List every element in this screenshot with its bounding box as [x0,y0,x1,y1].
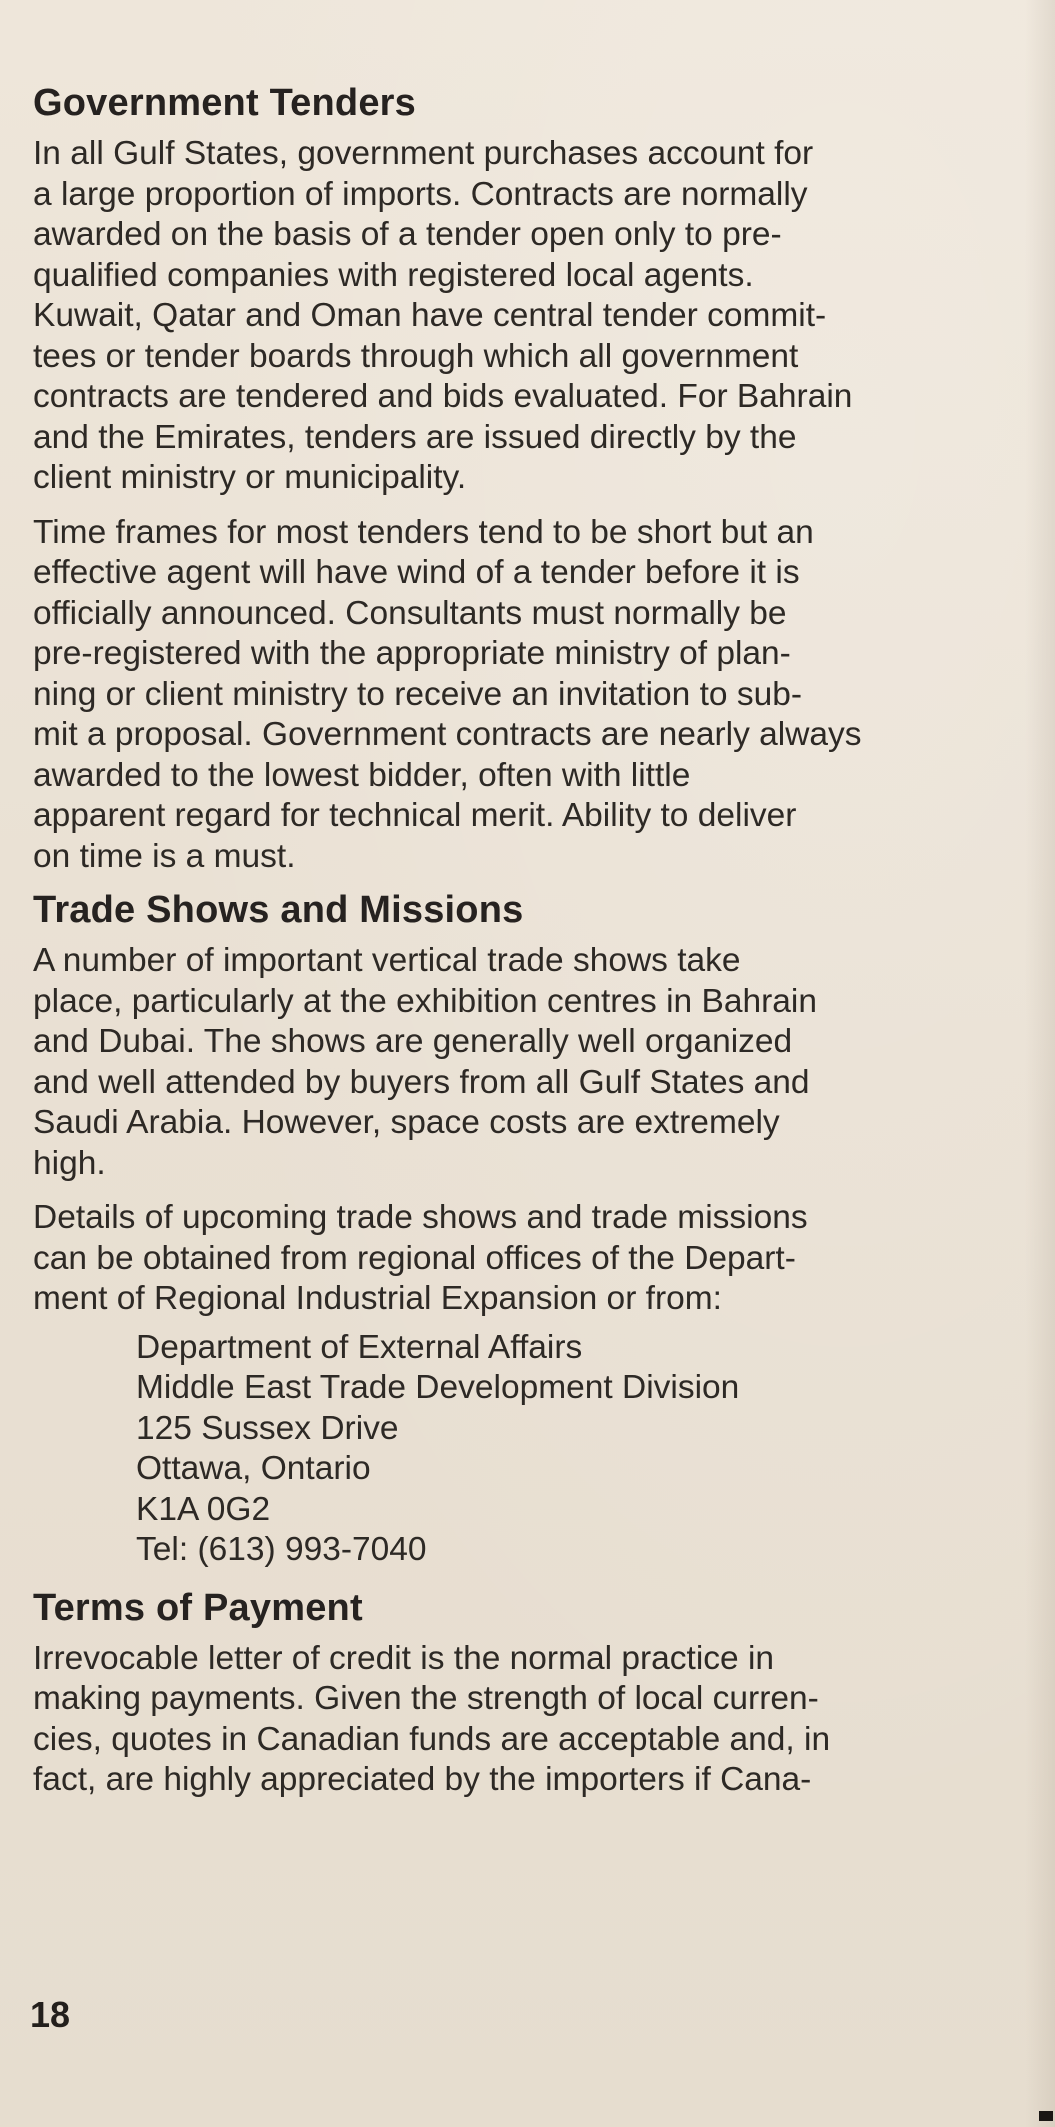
text-line: a large proportion of imports. Contracts are normally [33,175,808,213]
text-line: cies, quotes in Canadian funds are acceptable and, in [33,1720,831,1758]
text-line: effective agent will have wind of a tender before it is [33,554,800,591]
text-line: tees or tender boards through which all government [33,337,799,375]
text-line: Saudi Arabia. However, space costs are extremely [33,1104,780,1141]
text-line: and well attended by buyers from all Gulf States and [33,1063,810,1101]
page-edge-shadow [1025,0,1055,2127]
text-line: A number of important vertical trade shows take [33,942,741,979]
text-line: awarded on the basis of a tender open only to pre- [33,216,782,253]
paragraph-trade-shows-1 [33,941,953,1184]
text-line: pre-registered with the appropriate ministry of plan- [33,635,791,672]
text-line: apparent regard for technical merit. Ability to deliver [33,797,797,834]
text-line: high. [33,1144,106,1182]
page-content [33,80,953,1801]
paragraph-trade-shows-2 [33,1198,953,1320]
page-corner-mark [1039,2111,1053,2121]
text-line: client ministry or municipality. [33,459,467,496]
paragraph-government-tenders-2 [33,513,953,878]
text-line: fact, are highly appreciated by the importers if Cana- [33,1761,812,1798]
text-line: place, particularly at the exhibition centres in Bahrain [33,982,817,1020]
paragraph-terms-of-payment-1 [33,1639,953,1801]
text-line: Irrevocable letter of credit is the normal practice in [33,1639,775,1677]
text-line: officially announced. Consultants must normally be [33,594,787,632]
page-number: 18 [30,1994,71,2035]
text-line: ment of Regional Industrial Expansion or from: [33,1280,722,1317]
text-line: can be obtained from regional offices of the Depart- [33,1239,796,1277]
text-line: contracts are tendered and bids evaluated. For Bahrain [33,378,853,415]
address-line-city: Ottawa, Ontario [136,1450,371,1487]
address-line-postal-code: K1A 0G2 [136,1490,271,1528]
text-line: Time frames for most tenders tend to be short but an [33,513,814,551]
text-line: mit a proposal. Government contracts are nearly always [33,716,862,753]
text-line: Details of upcoming trade shows and trade missions [33,1199,808,1236]
paragraph-government-tenders-1 [33,134,953,499]
text-line: on time is a must. [33,837,296,875]
text-line: qualified companies with registered local agents. [33,256,754,294]
heading-terms-of-payment: Terms of Payment [33,1586,363,1629]
text-line: making payments. Given the strength of local curren- [33,1680,819,1717]
contact-address [136,1328,953,1571]
text-line: and the Emirates, tenders are issued directly by the [33,418,797,456]
heading-government-tenders: Government Tenders [33,82,416,124]
address-line-division: Middle East Trade Development Division [136,1369,740,1406]
address-line-street: 125 Sussex Drive [136,1409,399,1447]
text-line: ning or client ministry to receive an invitation to sub- [33,675,802,713]
text-line: Kuwait, Qatar and Oman have central tender commit- [33,297,827,334]
text-line: and Dubai. The shows are generally well organized [33,1023,793,1060]
heading-trade-shows: Trade Shows and Missions [33,889,524,931]
address-line-organization: Department of External Affairs [136,1328,583,1366]
address-line-telephone: Tel: (613) 993-7040 [136,1531,427,1568]
text-line: awarded to the lowest bidder, often with little [33,756,691,794]
text-line: In all Gulf States, government purchases account for [33,135,814,172]
